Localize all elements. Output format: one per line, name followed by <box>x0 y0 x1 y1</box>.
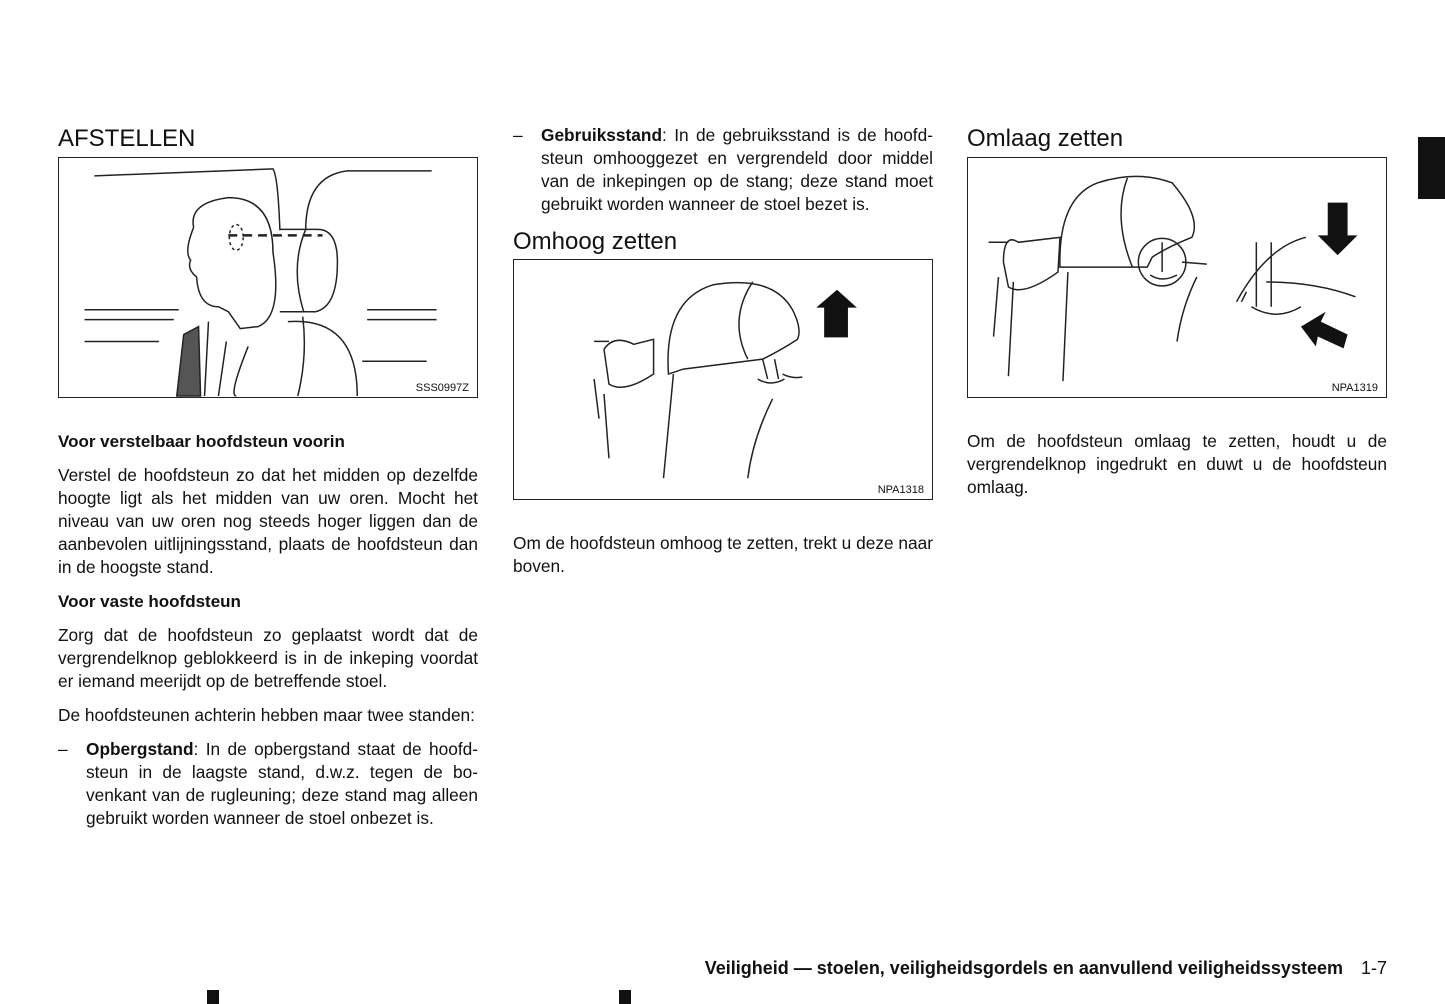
crop-mark <box>207 990 219 1004</box>
paragraph: Verstel de hoofdsteun zo dat het midden op dezelfde hoogte ligt als het midden van uw oren. Mocht het niveau van uw oren nog steeds hoger liggen dan de aanbevolen uitlijningsstand, plaats de hoofdsteun dan in de hoogste stand. <box>58 465 478 577</box>
left-column <box>58 125 478 153</box>
bullet-text: : In de opbergstand staat de hoofdsteun in de laagste stand, d.w.z. tegen de bovenkant van de rugleuning; deze stand mag alleen gebruikt worden wanneer de stoel onbezet is. <box>86 739 478 828</box>
middle-text <box>513 532 933 578</box>
figure-lower-headrest <box>967 157 1387 398</box>
middle-column <box>513 124 933 256</box>
section-heading-afstellen: AFSTELLEN <box>58 125 196 152</box>
bullet-storage-position <box>58 738 478 830</box>
figure-code: NPA1319 <box>1331 382 1378 394</box>
crop-mark <box>619 990 631 1004</box>
bullet-text: : In de gebruiksstand is de hoofdsteun omhooggezet en vergrendeld door middel van de inkepingen op de stang; deze stand moet gebruikt worden wanneer de stoel bezet is. <box>541 125 933 214</box>
page-footer <box>705 958 1387 979</box>
paragraph: Zorg dat de hoofdsteun zo geplaatst wordt dat de vergrendelknop geblokkeerd is in de inkeping voordat er iemand meerijdt op de betreffende stoel. <box>58 625 478 691</box>
section-heading-raise: Omhoog zetten <box>513 228 678 255</box>
subheading-fixed: Voor vaste hoofdsteun <box>58 592 241 611</box>
chapter-tab-marker <box>1418 137 1445 199</box>
headrest-alignment-illustration <box>59 158 477 397</box>
paragraph: De hoofdsteunen achterin hebben maar twee standen: <box>58 705 475 725</box>
paragraph: Om de hoofdsteun omlaag te zetten, houdt u de vergrendelknop ingedrukt en duwt u de hoofdsteun omlaag. <box>967 431 1387 497</box>
paragraph: Om de hoofdsteun omhoog te zetten, trekt u deze naar boven. <box>513 533 933 576</box>
subheading-adjustable-front: Voor verstelbaar hoofdsteun voorin <box>58 432 345 451</box>
section-heading-lower: Omlaag zetten <box>967 125 1124 152</box>
dash: – <box>513 125 523 145</box>
page-number: 1-7 <box>1360 958 1387 978</box>
bullet-term: Opbergstand <box>86 739 194 759</box>
right-column <box>967 125 1387 153</box>
figure-code: SSS0997Z <box>415 382 469 394</box>
dash: – <box>58 739 68 759</box>
figure-headrest-alignment <box>58 157 478 398</box>
figure-raise-headrest <box>513 259 933 500</box>
raise-headrest-illustration <box>514 260 932 499</box>
right-text <box>967 430 1387 499</box>
left-text <box>58 430 478 830</box>
lower-headrest-illustration <box>968 158 1386 397</box>
bullet-term: Gebruiksstand <box>541 125 663 145</box>
bullet-use-position <box>513 124 933 216</box>
figure-code: NPA1318 <box>877 484 924 496</box>
footer-section-title: Veiligheid — stoelen, veiligheidsgordels en aanvullend veiligheidssysteem <box>704 958 1343 978</box>
